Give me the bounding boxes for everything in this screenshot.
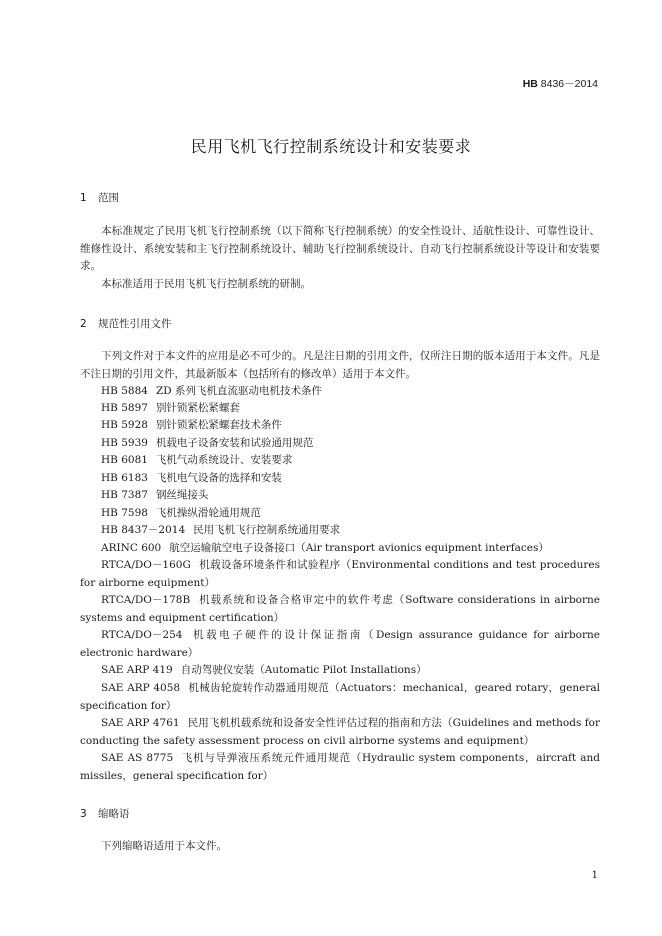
reference-item bbox=[80, 592, 600, 627]
reference-title: 飞机电气设备的选择和安装 bbox=[155, 472, 282, 484]
reference-title: 机载系统和设备合格审定中的软件考虑（Software considerations in airborne systems and equipment certification） bbox=[80, 594, 600, 624]
reference-item bbox=[80, 435, 600, 453]
reference-title: 机载电子设备安装和试验通用规范 bbox=[155, 437, 314, 449]
reference-title: 别针锁紧松紧螺套 bbox=[155, 402, 240, 414]
page-number: 1 bbox=[591, 870, 598, 881]
reference-code: HB 5928 bbox=[101, 419, 148, 431]
reference-code: HB 5939 bbox=[101, 437, 148, 449]
reference-item bbox=[80, 505, 600, 523]
section-1-paragraph-1: 本标准规定了民用飞机飞行控制系统（以下简称飞行控制系统）的安全性设计、适航性设计、可靠性设计、维修性设计、系统安装和主飞行控制系统设计、辅助飞行控制系统设计、自动飞行控制系统设计等设计和安装要求。 bbox=[80, 225, 600, 272]
section-2-heading bbox=[80, 316, 172, 331]
section-2-intro: 下列文件对于本文件的应用是必不可少的。凡是注日期的引用文件，仅所注日期的版本适用于本文件。凡是不注日期的引用文件，其最新版本（包括所有的修改单）适用于本文件。 bbox=[80, 350, 600, 380]
reference-item bbox=[80, 662, 600, 680]
reference-code: HB 6183 bbox=[101, 472, 148, 484]
section-number: 1 bbox=[80, 192, 87, 204]
reference-item bbox=[80, 627, 600, 662]
section-title: 规范性引用文件 bbox=[98, 318, 172, 330]
reference-code: SAE AS 8775 bbox=[101, 752, 174, 764]
reference-item bbox=[80, 557, 600, 592]
document-code-prefix: HB bbox=[522, 78, 538, 90]
reference-code: SAE ARP 4058 bbox=[101, 682, 181, 694]
section-3-heading bbox=[80, 806, 130, 821]
reference-item bbox=[80, 400, 600, 418]
reference-code: HB 7598 bbox=[101, 507, 148, 519]
reference-code: ARINC 600 bbox=[101, 542, 162, 554]
reference-title: 民用飞机飞行控制系统通用要求 bbox=[193, 524, 341, 536]
reference-code: RTCA/DO－178B bbox=[101, 594, 191, 606]
reference-item bbox=[80, 680, 600, 715]
reference-code: HB 6081 bbox=[101, 454, 148, 466]
document-code-number: 8436－2014 bbox=[540, 78, 598, 90]
reference-title: 钢丝绳接头 bbox=[155, 489, 209, 501]
reference-title: 机械齿轮旋转作动器通用规范（Actuators：mechanical，geared rotary，general specification for） bbox=[80, 682, 600, 712]
reference-title: 飞机与导弹液压系统元件通用规范（Hydraulic system components，aircraft and missiles，general specification for） bbox=[80, 752, 600, 782]
reference-code: SAE ARP 419 bbox=[101, 664, 173, 676]
section-title: 缩略语 bbox=[98, 808, 130, 820]
section-number: 3 bbox=[80, 808, 87, 820]
reference-title: 民用飞机机载系统和设备安全性评估过程的指南和方法（Guidelines and methods for conducting the safety assessment process on civil airborne systems and equipment） bbox=[80, 717, 600, 747]
section-3-paragraph: 下列缩略语适用于本文件。 bbox=[101, 840, 227, 852]
reference-title: 飞机操纵滑轮通用规范 bbox=[155, 507, 261, 519]
reference-item bbox=[80, 487, 600, 505]
reference-code: HB 8437－2014 bbox=[101, 524, 186, 536]
section-1-heading bbox=[80, 190, 119, 205]
reference-title: 机载设备环境条件和试验程序（Environmental conditions and test procedures for airborne equipment） bbox=[80, 559, 600, 589]
reference-title: 机载电子硬件的设计保证指南（Design assurance guidance for airborne electronic hardware） bbox=[80, 629, 600, 659]
reference-code: HB 7387 bbox=[101, 489, 148, 501]
reference-item bbox=[80, 383, 600, 401]
reference-item bbox=[80, 470, 600, 488]
page-title: 民用飞机飞行控制系统设计和安装要求 bbox=[190, 137, 472, 156]
section-1-paragraph-2: 本标准适用于民用飞机飞行控制系统的研制。 bbox=[101, 278, 311, 290]
reference-code: RTCA/DO－160G bbox=[101, 559, 191, 571]
reference-item bbox=[80, 715, 600, 750]
reference-code: SAE ARP 4761 bbox=[101, 717, 180, 729]
reference-title: 航空运输航空电子设备接口（Air transport avionics equipment interfaces） bbox=[169, 542, 549, 554]
reference-code: RTCA/DO－254 bbox=[101, 629, 183, 641]
reference-title: 自动驾驶仪安装（Automatic Pilot Installations） bbox=[180, 664, 427, 676]
reference-item bbox=[80, 540, 600, 558]
document-code bbox=[523, 76, 598, 91]
section-title: 范围 bbox=[98, 192, 119, 204]
reference-title: ZD 系列飞机直流驱动电机技术条件 bbox=[155, 385, 322, 397]
section-number: 2 bbox=[80, 318, 87, 330]
reference-item bbox=[80, 750, 600, 785]
reference-item bbox=[80, 417, 600, 435]
reference-code: HB 5897 bbox=[101, 402, 148, 414]
reference-title: 飞机气动系统设计、安装要求 bbox=[155, 454, 293, 466]
reference-title: 别针锁紧松紧螺套技术条件 bbox=[155, 419, 282, 431]
reference-item bbox=[80, 522, 600, 540]
reference-code: HB 5884 bbox=[101, 385, 148, 397]
reference-item bbox=[80, 452, 600, 470]
